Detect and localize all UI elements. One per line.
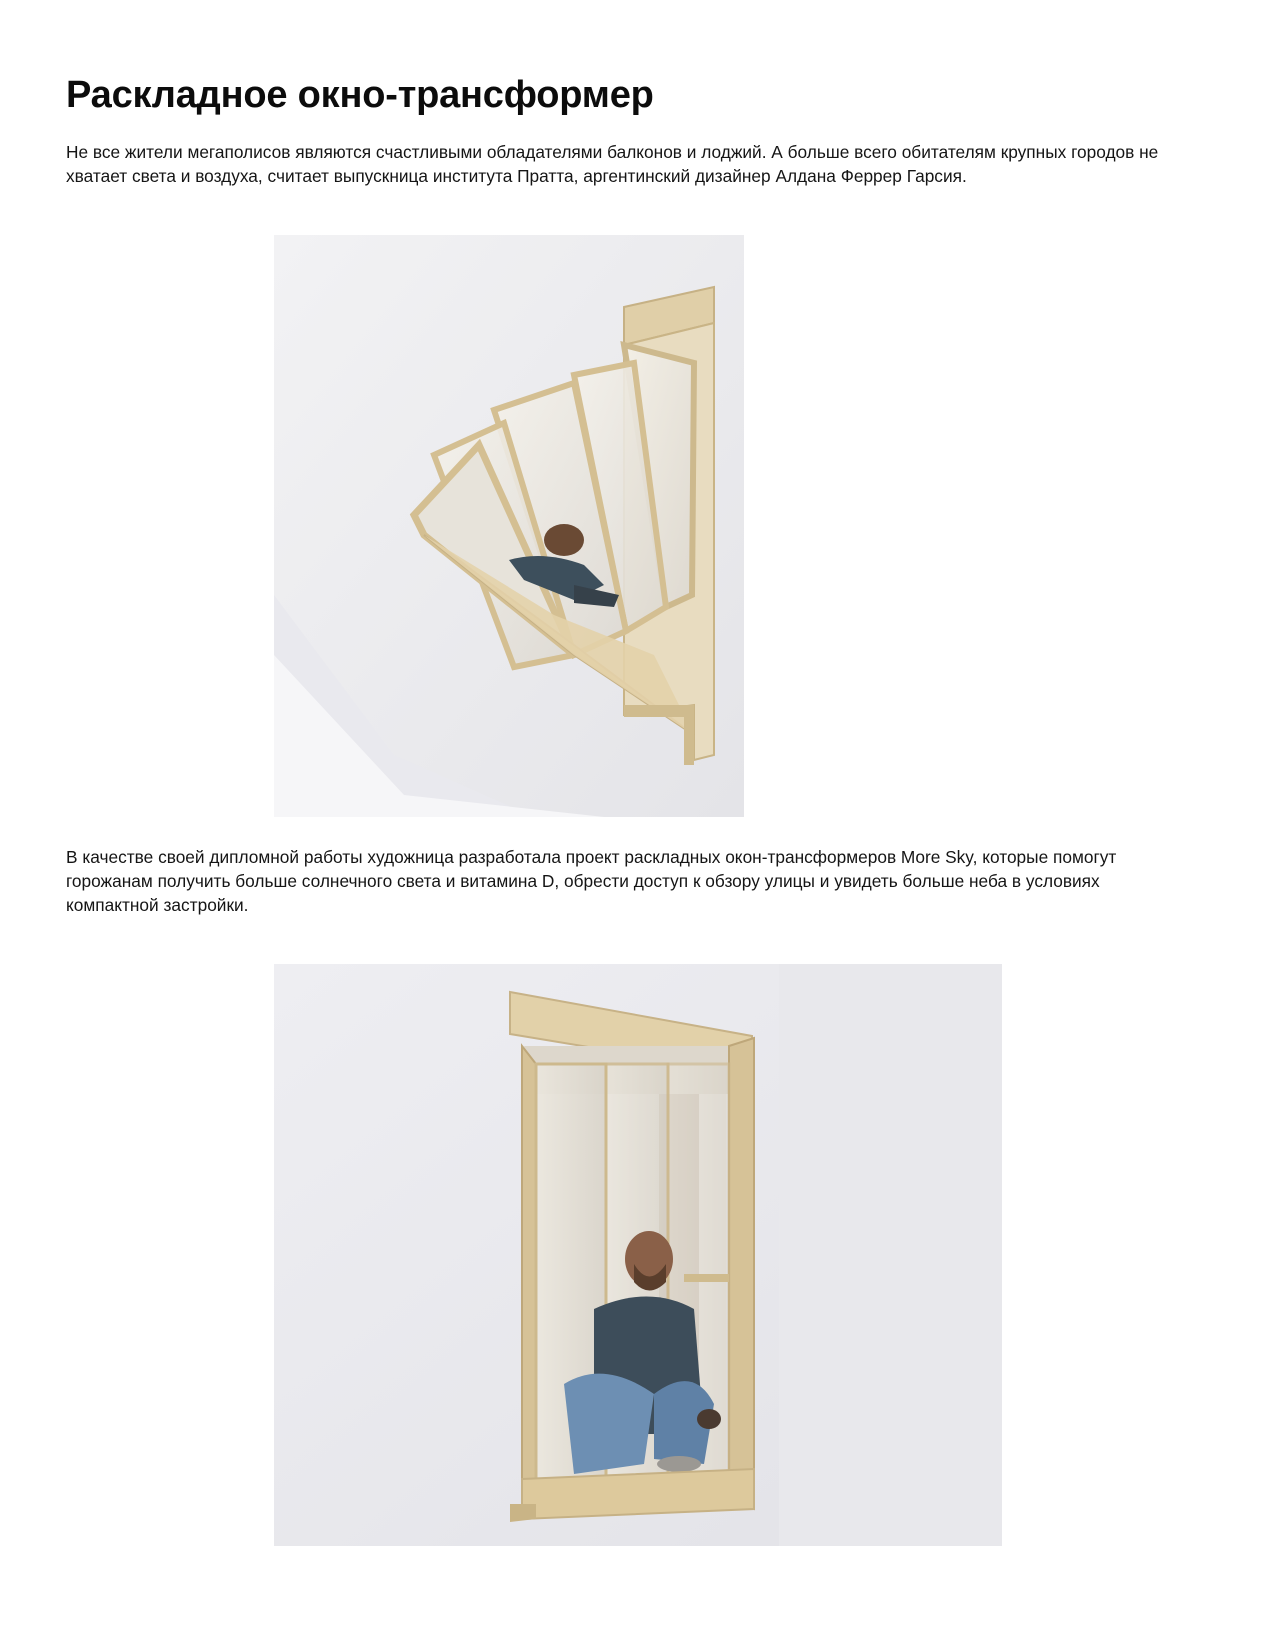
article-title: Раскладное окно-трансформер [66,74,654,116]
photo-folding-window-fan [274,235,744,817]
photo-bay-window-person [274,964,1002,1546]
article-paragraph-1: Не все жители мегаполисов являются счастливыми обладателями балконов и лоджий. А больше всего обитателям крупных городов не хватает света и воздуха, считает выпускница института Пратта, аргентинский дизайнер Алдана Феррер Гарсия. [66,142,1159,186]
folding-window-fan-illustration [274,235,744,817]
bay-window-illustration [274,964,1002,1546]
article-paragraph-2: В качестве своей дипломной работы художница разработала проект раскладных окон-трансформеров More Sky, которые помогут горожанам получить больше солнечного света и витамина D, обрести доступ к обзору улицы и увидеть больше неба в условиях компактной застройки. [66,847,1117,915]
